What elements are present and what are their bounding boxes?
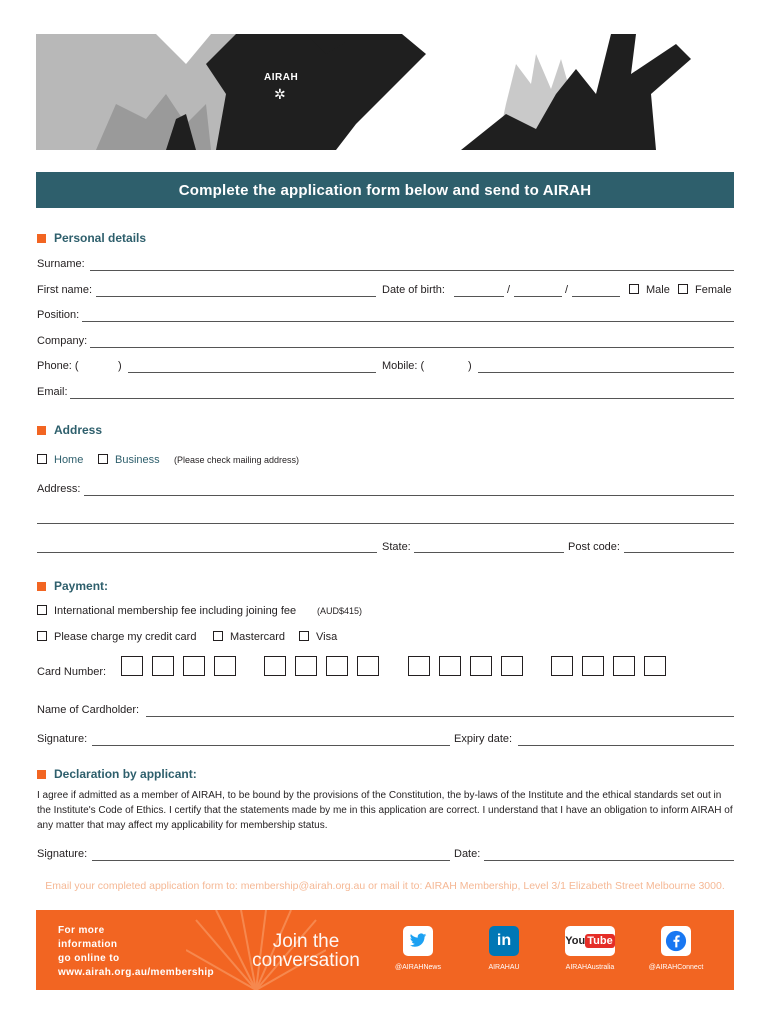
linkedin-logo-text: in: [496, 932, 512, 949]
more-info-line: information: [58, 939, 118, 950]
card-digit-box[interactable]: [214, 656, 236, 676]
facebook-icon: [661, 926, 691, 956]
section-title: Declaration by applicant:: [54, 767, 197, 781]
logo-emblem-icon: ✲: [274, 86, 286, 102]
female-checkbox[interactable]: [678, 284, 688, 294]
mailing-note: (Please check mailing address): [174, 455, 300, 465]
male-label: Male: [646, 284, 670, 296]
join-conversation-text: [246, 932, 366, 970]
section-title: Personal details: [54, 231, 147, 245]
home-checkbox[interactable]: [37, 454, 47, 464]
card-digit-box[interactable]: [357, 656, 379, 676]
personal-details-heading: [37, 231, 146, 245]
address-heading: [37, 423, 102, 437]
phone-paren: ): [118, 360, 122, 372]
first-name-label: First name:: [37, 284, 93, 296]
bullet-square-icon: [37, 234, 46, 243]
card-digit-box[interactable]: [264, 656, 286, 676]
business-checkbox[interactable]: [98, 454, 108, 464]
card-digit-box[interactable]: [501, 656, 523, 676]
twitter-link[interactable]: [388, 926, 448, 971]
card-digit-box[interactable]: [439, 656, 461, 676]
mobile-field[interactable]: [478, 372, 734, 373]
mobile-paren: ): [468, 360, 472, 372]
declaration-signature-field[interactable]: [92, 860, 450, 861]
intl-fee-amount: (AUD$415): [317, 606, 363, 616]
email-field[interactable]: [70, 398, 734, 399]
bullet-square-icon: [37, 426, 46, 435]
declaration-signature-label: Signature:: [37, 848, 88, 860]
expiry-field[interactable]: [518, 745, 734, 746]
postcode-field[interactable]: [624, 552, 734, 553]
bullet-square-icon: [37, 770, 46, 779]
state-field[interactable]: [414, 552, 564, 553]
credit-card-label: Please charge my credit card: [54, 631, 197, 643]
postcode-label: Post code:: [568, 541, 620, 553]
card-digit-box[interactable]: [470, 656, 492, 676]
address-line-3[interactable]: [37, 552, 377, 553]
youtube-link[interactable]: [560, 926, 620, 971]
airah-logo-text: AIRAH: [264, 72, 299, 83]
phone-field[interactable]: [128, 372, 376, 373]
card-digit-box[interactable]: [582, 656, 604, 676]
declaration-text: I agree if admitted as a member of AIRAH, to be bound by the provisions of the Constitution, the by-laws of the Institute and the ethical standards set out in the Institute's Code of Ethics. I certify that the statements made by me in this application are correct. I understand that I have an obligation to inform AIRAH of any matter that may affect my applicability for membership status.: [37, 790, 733, 831]
declaration-date-field[interactable]: [484, 860, 734, 861]
female-label: Female: [695, 284, 732, 296]
linkedin-handle: AIRAHAU: [488, 964, 520, 971]
section-title: Address: [54, 423, 103, 437]
payment-signature-label: Signature:: [37, 733, 88, 745]
visa-checkbox[interactable]: [299, 631, 309, 641]
youtube-logo-you: You: [565, 935, 586, 947]
linkedin-link[interactable]: [474, 926, 534, 971]
business-label: Business: [115, 454, 160, 466]
state-label: State:: [382, 541, 411, 553]
dob-label: Date of birth:: [382, 284, 445, 296]
email-instructions: Email your completed application form to: membership@airah.org.au or mail it to: AIRAH Membership, Level 3/1 Elizabeth Street Melbourne 3000.: [45, 880, 725, 892]
join-line: conversation: [252, 950, 360, 971]
twitter-icon: [403, 926, 433, 956]
address-line-1[interactable]: [84, 495, 734, 496]
first-name-field[interactable]: [96, 296, 376, 297]
payment-signature-field[interactable]: [92, 745, 450, 746]
declaration-heading: [37, 767, 197, 781]
cardholder-label: Name of Cardholder:: [37, 704, 140, 716]
membership-link[interactable]: www.airah.org.au/membership: [58, 967, 215, 978]
card-digit-box[interactable]: [183, 656, 205, 676]
more-info-line: For more: [58, 925, 105, 936]
home-label: Home: [54, 454, 84, 466]
youtube-icon: [565, 926, 615, 956]
card-digit-box[interactable]: [644, 656, 666, 676]
card-digit-box[interactable]: [408, 656, 430, 676]
surname-label: Surname:: [37, 258, 85, 270]
card-digit-box[interactable]: [295, 656, 317, 676]
more-info-line: go online to: [58, 953, 120, 964]
card-digit-box[interactable]: [551, 656, 573, 676]
footer-banner: [36, 910, 734, 990]
mastercard-checkbox[interactable]: [213, 631, 223, 641]
card-digit-box[interactable]: [326, 656, 348, 676]
payment-heading: [37, 579, 108, 593]
bullet-square-icon: [37, 582, 46, 591]
position-label: Position:: [37, 309, 80, 321]
email-label: Email:: [37, 386, 68, 398]
phone-label: Phone: (: [37, 360, 79, 372]
facebook-link[interactable]: [646, 926, 706, 971]
company-label: Company:: [37, 335, 88, 347]
hero-image: [36, 34, 734, 150]
more-info-text: [58, 924, 214, 980]
mastercard-label: Mastercard: [230, 631, 286, 643]
card-digit-box[interactable]: [613, 656, 635, 676]
position-field[interactable]: [82, 321, 734, 322]
intl-fee-label: International membership fee including joining fee: [54, 605, 297, 617]
twitter-handle: @AIRAHNews: [394, 964, 441, 971]
intl-fee-checkbox[interactable]: [37, 605, 47, 615]
card-number-label: Card Number:: [37, 666, 107, 678]
address-label: Address:: [37, 483, 81, 495]
dob-year-field[interactable]: [572, 296, 620, 297]
card-digit-box[interactable]: [152, 656, 174, 676]
cardholder-field[interactable]: [146, 716, 734, 717]
visa-label: Visa: [316, 631, 338, 643]
credit-card-checkbox[interactable]: [37, 631, 47, 641]
address-line-2[interactable]: [37, 523, 734, 524]
male-checkbox[interactable]: [629, 284, 639, 294]
dob-slash: /: [507, 284, 511, 296]
dob-day-field[interactable]: [454, 296, 504, 297]
company-field[interactable]: [90, 347, 734, 348]
youtube-handle: AIRAHAustralia: [565, 964, 615, 971]
youtube-logo-tube: Tube: [587, 935, 613, 947]
join-line: Join the: [272, 931, 340, 952]
linkedin-icon: [489, 926, 519, 956]
expiry-label: Expiry date:: [454, 733, 513, 745]
facebook-handle: @AIRAHConnect: [648, 964, 704, 971]
surname-field[interactable]: [90, 270, 734, 271]
form-title-banner: Complete the application form below and send to AIRAH: [36, 172, 734, 208]
card-digit-box[interactable]: [121, 656, 143, 676]
mobile-label: Mobile: (: [382, 360, 425, 372]
dob-slash: /: [565, 284, 569, 296]
section-title: Payment:: [54, 579, 109, 593]
declaration-date-label: Date:: [454, 848, 481, 860]
dob-month-field[interactable]: [514, 296, 562, 297]
